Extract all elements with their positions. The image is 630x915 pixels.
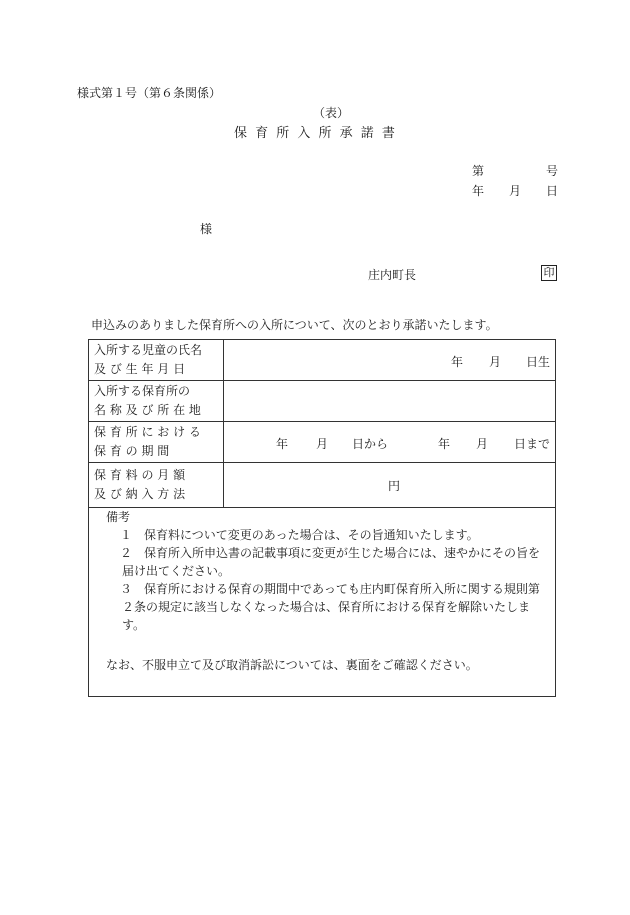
label-line: 及 び 生 年 月 日 (94, 362, 186, 376)
from-year: 年 (276, 437, 289, 451)
side-label: （表） (313, 106, 350, 120)
label-line: 入所する児童の氏名 (94, 343, 203, 357)
table-row-fee (89, 463, 556, 508)
label-child-name-birth (89, 340, 224, 381)
form-number: 様式第１号（第６条関係） (77, 86, 222, 100)
date-year: 年 (472, 184, 485, 198)
note-2-cont: 届け出てください。 (122, 564, 231, 578)
label-line: 保 育 所 に お け る (94, 425, 201, 439)
table-row-child (89, 340, 556, 381)
approval-table (88, 339, 556, 508)
note-3-end: す。 (122, 618, 146, 632)
value-fee[interactable] (224, 463, 556, 508)
note-3-cont: ２条の規定に該当しなくなった場合は、保育所における保育を解除いたしま (122, 600, 531, 614)
table-row-facility (89, 381, 556, 422)
table-row-period (89, 422, 556, 463)
number-line (472, 162, 558, 179)
date-day: 日 (545, 184, 558, 198)
number-go: 号 (545, 164, 558, 178)
note-2: ２ 保育所入所申込書の記載事項に変更が生じた場合には、速やかにその旨を (120, 546, 541, 560)
birth-year: 年 (451, 355, 464, 369)
date-line (472, 182, 558, 199)
notes-box (88, 504, 556, 697)
birth-day: 日生 (526, 355, 551, 369)
birth-month: 月 (489, 355, 502, 369)
to-year: 年 (438, 437, 451, 451)
label-line: 名 称 及 び 所 在 地 (94, 403, 201, 417)
fee-yen: 円 (388, 479, 401, 493)
label-line: 保 育 の 期 間 (94, 444, 170, 458)
notes-footer: なお、不服申立て及び取消訴訟については、裏面をご確認ください。 (106, 658, 478, 672)
label-line: 入所する保育所の (94, 384, 191, 398)
label-period (89, 422, 224, 463)
to-month: 月 (476, 437, 489, 451)
label-fee (89, 463, 224, 508)
date-month: 月 (508, 184, 521, 198)
label-line: 及 び 納 入 方 法 (94, 487, 186, 501)
issuer: 庄内町長 (368, 268, 417, 282)
value-child-name-birth[interactable] (224, 340, 556, 381)
label-line: 保 育 料 の 月 額 (94, 468, 186, 482)
seal-mark: 印 (541, 265, 557, 281)
note-3: ３ 保育所における保育の期間中であっても庄内町保育所入所に関する規則第 (120, 582, 540, 596)
number-dai: 第 (472, 164, 485, 178)
notes-heading: 備考 (106, 510, 131, 524)
from-day: 日から (352, 437, 389, 451)
value-period[interactable] (224, 422, 556, 463)
document-title: 保 育 所 入 所 承 諾 書 (234, 126, 397, 141)
note-1: １ 保育料について変更のあった場合は、その旨通知いたします。 (120, 528, 479, 542)
intro-text: 申込みのありました保育所への入所について、次のとおり承諾いたします。 (91, 318, 498, 332)
label-facility (89, 381, 224, 422)
from-month: 月 (316, 437, 329, 451)
addressee-suffix: 様 (200, 222, 213, 236)
to-day: 日まで (514, 437, 551, 451)
value-facility[interactable] (224, 381, 556, 422)
